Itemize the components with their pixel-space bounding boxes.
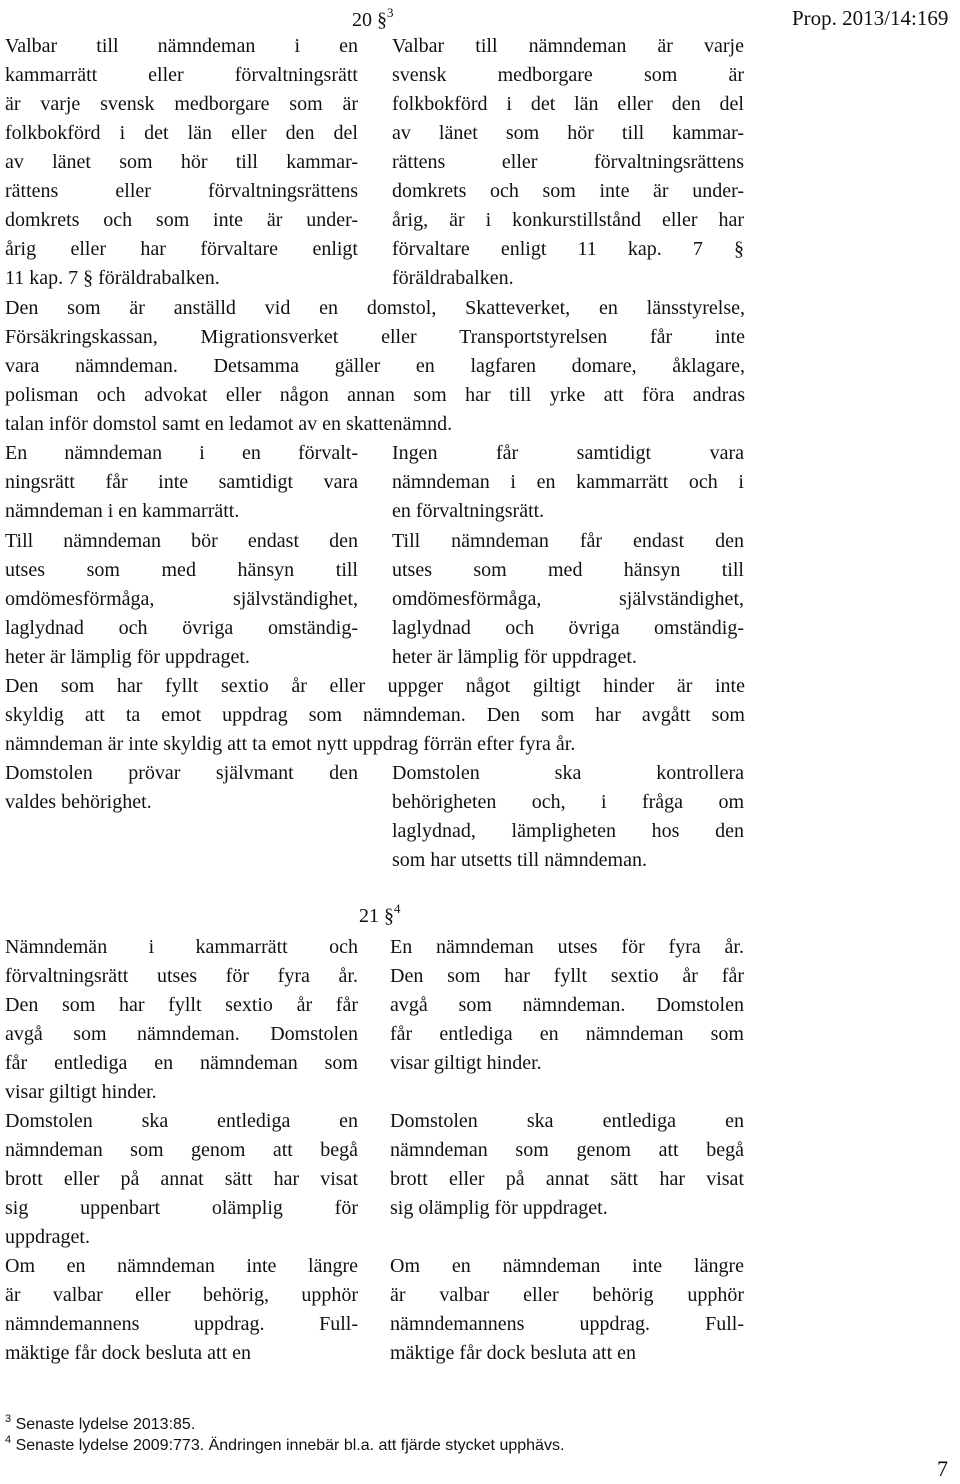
text-line: Den som har fyllt sextio år eller uppger något giltigt hinder är inte <box>5 675 745 697</box>
text-line: är varje svensk medborgare som är <box>5 93 358 115</box>
section-20-full-p2 <box>5 294 745 439</box>
text-line: Till nämndeman får endast den <box>392 530 744 552</box>
text-line: av länet som hör till kammar- <box>5 151 358 173</box>
text-line: folkbokförd i det län eller den del <box>392 93 744 115</box>
text-line: Den som har fyllt sextio år får <box>5 994 358 1016</box>
text-line: visar giltigt hinder. <box>5 1081 157 1103</box>
text-line: svensk medborgare som är <box>392 64 744 86</box>
section-20-right-p6 <box>392 759 744 875</box>
footnote-number: 3 <box>5 1413 12 1425</box>
footnote-4 <box>5 1436 564 1456</box>
text-line: ningsrätt får inte samtidigt vara <box>5 471 358 493</box>
text-line: Ingen får samtidigt vara <box>392 442 744 464</box>
text-line: som har utsetts till nämndeman. <box>392 849 647 871</box>
text-line: Valbar till nämndeman i en <box>5 35 358 57</box>
text-line: utses som med hänsyn till <box>392 559 744 581</box>
section-number: 20 § <box>352 9 387 31</box>
text-line: Om en nämndeman inte längre <box>5 1255 358 1277</box>
text-line: Domstolen ska entlediga en <box>5 1110 358 1132</box>
text-line: nämndeman är inte skyldig att ta emot nytt uppdrag förrän efter fyra år. <box>5 733 576 755</box>
text-line: avgå som nämndeman. Domstolen <box>5 1023 358 1045</box>
section-20-full-p5 <box>5 672 745 759</box>
footnote-text: Senaste lydelse 2013:85. <box>15 1416 196 1433</box>
text-line: sig olämplig för uppdraget. <box>390 1197 608 1219</box>
text-line: är valbar eller behörig, upphör <box>5 1284 358 1306</box>
text-line: Nämndemän i kammarrätt och <box>5 936 358 958</box>
text-line: brott eller på annat sätt har visat <box>5 1168 358 1190</box>
section-20-left-p1 <box>5 32 358 293</box>
section-number: 21 § <box>359 905 394 927</box>
text-line: brott eller på annat sätt har visat <box>390 1168 744 1190</box>
text-line: Om en nämndeman inte längre <box>390 1255 744 1277</box>
text-line: omdömesförmåga, självständighet, <box>392 588 744 610</box>
text-line: mäktige får dock besluta att en <box>390 1342 637 1364</box>
text-line: av länet som hör till kammar- <box>392 122 744 144</box>
section-21-left-p1 <box>5 933 358 1107</box>
footnote-ref: 3 <box>387 5 394 20</box>
text-line: är valbar eller behörig upphör <box>390 1284 744 1306</box>
text-line: 11 kap. 7 § föräldrabalken. <box>5 267 220 289</box>
text-line: föräldrabalken. <box>392 267 514 289</box>
text-line: En nämndeman i en förvalt- <box>5 442 358 464</box>
section-20-right-p3 <box>392 439 744 526</box>
section-20-left-p4 <box>5 527 358 672</box>
text-line: nämndemannens uppdrag. Full- <box>390 1313 744 1335</box>
text-line: Den som är anställd vid en domstol, Skatteverket, en länsstyrelse, <box>5 297 745 319</box>
text-line: folkbokförd i det län eller den del <box>5 122 358 144</box>
text-line: visar giltigt hinder. <box>390 1052 542 1074</box>
section-21-left-p3 <box>5 1252 358 1368</box>
section-21-right-p2 <box>390 1107 744 1223</box>
text-line: nämndeman i en kammarrätt och i <box>392 471 744 493</box>
text-line: Domstolen ska kontrollera <box>392 762 744 784</box>
text-line: talan inför domstol samt en ledamot av en skattenämnd. <box>5 413 453 435</box>
proposition-reference: Prop. 2013/14:169 <box>792 6 949 30</box>
text-line: avgå som nämndeman. Domstolen <box>390 994 744 1016</box>
text-line: behörigheten och, i fråga om <box>392 791 744 813</box>
text-line: rättens eller förvaltningsrättens <box>5 180 358 202</box>
text-line: Valbar till nämndeman är varje <box>392 35 744 57</box>
footnote-3 <box>5 1415 195 1435</box>
text-line: nämndeman i en kammarrätt. <box>5 500 240 522</box>
section-21-left-p2 <box>5 1107 358 1252</box>
section-20-right-p4 <box>392 527 744 672</box>
text-line: utses som med hänsyn till <box>5 559 358 581</box>
footnote-text: Senaste lydelse 2009:773. Ändringen innebär bl.a. att fjärde stycket upphävs. <box>15 1437 565 1454</box>
text-line: sig uppenbart olämplig för <box>5 1197 358 1219</box>
text-line: Domstolen ska entlediga en <box>390 1110 744 1132</box>
text-line: får entlediga en nämndeman som <box>5 1052 358 1074</box>
section-20-right-p1 <box>392 32 744 293</box>
text-line: årig eller har förvaltare enligt <box>5 238 358 260</box>
text-line: mäktige får dock besluta att en <box>5 1342 252 1364</box>
section-20-left-p3 <box>5 439 358 526</box>
section-20-heading <box>352 5 394 32</box>
text-line: vara nämndeman. Detsamma gäller en lagfaren domare, åklagare, <box>5 355 745 377</box>
footnote-number: 4 <box>5 1434 12 1446</box>
text-line: omdömesförmåga, självständighet, <box>5 588 358 610</box>
text-line: uppdraget. <box>5 1226 90 1248</box>
text-line: rättens eller förvaltningsrättens <box>392 151 744 173</box>
text-line: en förvaltningsrätt. <box>392 500 545 522</box>
section-21-heading <box>359 901 401 928</box>
text-line: förvaltare enligt 11 kap. 7 § <box>392 238 744 260</box>
text-line: årig, är i konkurstillstånd eller har <box>392 209 744 231</box>
section-21-right-p1 <box>390 933 744 1078</box>
text-line: polisman och advokat eller någon annan som har till yrke att föra andras <box>5 384 745 406</box>
footnote-ref: 4 <box>394 901 401 916</box>
text-line: nämndemannens uppdrag. Full- <box>5 1313 358 1335</box>
text-line: nämndeman som genom att begå <box>390 1139 744 1161</box>
text-line: får entlediga en nämndeman som <box>390 1023 744 1045</box>
text-line: heter är lämplig för uppdraget. <box>5 646 250 668</box>
section-21-right-p3 <box>390 1252 744 1368</box>
text-line: Domstolen prövar självmant den <box>5 762 358 784</box>
text-line: domkrets och som inte är under- <box>5 209 358 231</box>
text-line: En nämndeman utses för fyra år. <box>390 936 744 958</box>
text-line: Försäkringskassan, Migrationsverket eller Transportstyrelsen får inte <box>5 326 745 348</box>
text-line: nämndeman som genom att begå <box>5 1139 358 1161</box>
text-line: laglydnad och övriga omständig- <box>5 617 358 639</box>
text-line: skyldig att ta emot uppdrag som nämndeman. Den som har avgått som <box>5 704 745 726</box>
text-line: heter är lämplig för uppdraget. <box>392 646 637 668</box>
text-line: Den som har fyllt sextio år får <box>390 965 744 987</box>
text-line: kammarrätt eller förvaltningsrätt <box>5 64 358 86</box>
section-20-left-p6 <box>5 759 358 817</box>
text-line: laglydnad, lämpligheten hos den <box>392 820 744 842</box>
text-line: Till nämndeman bör endast den <box>5 530 358 552</box>
text-line: domkrets och som inte är under- <box>392 180 744 202</box>
text-line: förvaltningsrätt utses för fyra år. <box>5 965 358 987</box>
text-line: valdes behörighet. <box>5 791 152 813</box>
text-line: laglydnad och övriga omständig- <box>392 617 744 639</box>
page-number: 7 <box>937 1456 948 1481</box>
